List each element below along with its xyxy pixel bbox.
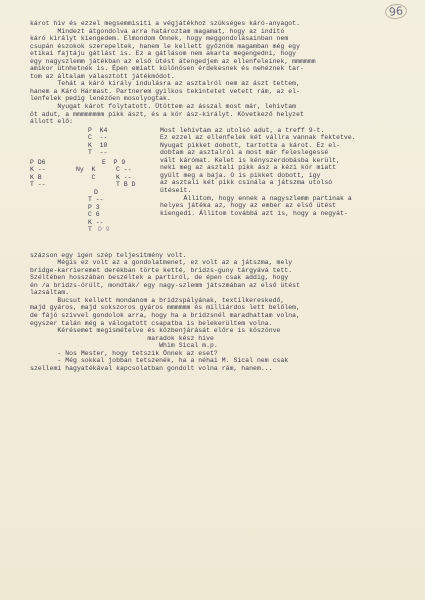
text-line: - Még sokkal jobban tetszenék, ha a néhai M. Sical nem csak <box>30 357 289 365</box>
text-line: Állitom, hogy ennek a nagyszlemm partinak a <box>160 194 352 202</box>
text-line: - Nos Mester, hogy tetszik Önnek az eset? <box>30 349 218 357</box>
text-line: amikor ütnhetnék is. Épen emiatt különösen érdekesnek és nehéznek tar- <box>30 65 304 73</box>
text-line: öt adut, a mmmmmmmm pikk ászt, és a kör ász-királyt. Következő helyzet <box>30 110 304 118</box>
west-clubs: T -- <box>30 181 46 189</box>
text-line: Nyugat károt folytatott. Ütöttem az ásszal most már, lehivtam <box>30 103 297 111</box>
text-line: etikai fajtáju gátlást is. Ez a gátlásom nem akarta megengedni, hogy <box>30 50 297 58</box>
text-line: bridge-karrieremet derékban törte ketté, bridzs-guny tárgyává tett. <box>30 266 293 274</box>
south-diamonds: K -- <box>88 218 104 226</box>
text-line: Most lehivtam az utolsó adut, a treff 9-t. <box>160 126 325 134</box>
south-clubs: T <box>88 226 100 234</box>
south-hearts: C 6 <box>88 211 100 219</box>
text-line: Bucsut kellett mondanom a bridzspályának, textilkereskedő, <box>30 296 285 304</box>
text-line: egy nagyszlemm játékban az első ütést átengedjem az ellenfeleinek, mmmmmm <box>30 57 316 65</box>
text-line: dobtam az asztalról a most már feleslegessé <box>160 149 329 157</box>
text-line: helyes játéka az, hogy az ember az első ütést <box>160 202 337 210</box>
south-d: D <box>94 188 98 196</box>
text-line: Nyugat pikket dobott, tartotta a károt. Ez el- <box>160 141 341 149</box>
east-spades: E P 9 <box>102 158 126 166</box>
paragraph-right-of-diagram <box>160 127 410 218</box>
handwritten-note: Dˈ9 <box>98 226 110 234</box>
text-line: hanem a Káró Hármast. Partnerem gyilkos tekintetet vetett rám, az el- <box>30 87 301 95</box>
text-line: gyült meg a baja. O is pikket dobott, igy <box>160 171 321 179</box>
text-line: káró királyt kiengedem. Elmondom Önnek, hogy meggondolásainban nem <box>30 35 289 43</box>
south-clubs-line: T -- <box>88 196 104 204</box>
bridge-hand-diagram <box>30 127 410 252</box>
text-line: lazsáltam. <box>30 289 70 297</box>
text-line: az asztali két pikk csinála a játszma utolsó <box>160 179 333 187</box>
east-hearts: C -- <box>116 166 132 174</box>
north-hearts: C -- <box>88 134 108 142</box>
north-clubs: T -- <box>88 149 108 157</box>
text-line: vált kárómat. Kelet is kényszerdobásba került, <box>160 156 341 164</box>
text-line: tom az általam választott játékmódot. <box>30 72 175 80</box>
text-line: maradok kész hive <box>30 334 214 342</box>
paragraph-bottom <box>30 252 410 373</box>
paragraph-top <box>30 20 410 126</box>
compass-c: C <box>76 173 96 181</box>
north-spades: P K4 <box>88 126 108 134</box>
text-line: kiengedi. Állitom továbbá azt is, hogy a negyát- <box>160 209 348 217</box>
letter-body <box>30 20 410 372</box>
east-clubs: T B D <box>116 181 136 189</box>
text-line: százson egy igen szép teljesitmény volt. <box>30 251 187 259</box>
west-spades: P D6 <box>30 158 46 166</box>
text-line: szellemi hagyatékával kapcsolatban gondolt volna rám, hanem... <box>30 364 273 372</box>
east-diamonds: K -- <box>116 173 132 181</box>
text-line: egyszer talán még a válogatott csapatba is belekerültem volna. <box>30 319 273 327</box>
text-line: Tehát a káró király indulásra az asztalról nem az ászt tettem, <box>30 80 301 88</box>
text-line: én /a bridzs-örült, mondták/ egy nagy-szlemm játszmában az első ütést <box>30 281 301 289</box>
text-line: Mindezt átgondolva arra határoztam magamat, hogy az inditó <box>30 27 285 35</box>
west-diamonds: K B <box>30 173 42 181</box>
text-line: Mégis ez volt az a gondolatmenet, ez volt az a játszma, mely <box>30 259 293 267</box>
text-line: lenfelek pedig lenézően mosolyogtak. <box>30 95 171 103</box>
west-hearts: K -- <box>30 166 46 174</box>
text-line: ütéseit. <box>160 187 192 195</box>
text-line: károt hiv és ezzel megsemmisiti a végjátékhoz szükséges káró-anyagot. <box>30 20 301 27</box>
text-line: Kérésemet megismételve és közbenjárását előre is köszönve <box>30 327 281 335</box>
south-spades: P 3 <box>88 203 100 211</box>
page-number: 96 <box>384 3 407 20</box>
north-diamonds: K 10 <box>88 141 108 149</box>
text-line: Whim Sical m.p. <box>30 342 218 350</box>
text-line: állott elő: <box>30 118 74 126</box>
text-line: neki meg az asztali pikk ász a kézi kör miatt <box>160 164 337 172</box>
text-line: majd gyáros, majd sokszoros gyáros mmmmmm és milliárdos lett belőlem, <box>30 304 301 312</box>
text-line: Ez ezzel az ellenfelek két vállra vannak fektetve. <box>160 134 356 142</box>
compass-ny-k: Ny K <box>76 166 96 174</box>
text-line: de fájó szivvel gondolok arra, hogy ha a bridzsnél maradhattam volna, <box>30 312 301 320</box>
text-line: Széltében hosszában beszéltek a partiról, de épen csak addig, hogy <box>30 274 289 282</box>
text-line: csupán észokok szerepeltek, hanem le kellett győznöm magamban még egy <box>30 42 301 50</box>
